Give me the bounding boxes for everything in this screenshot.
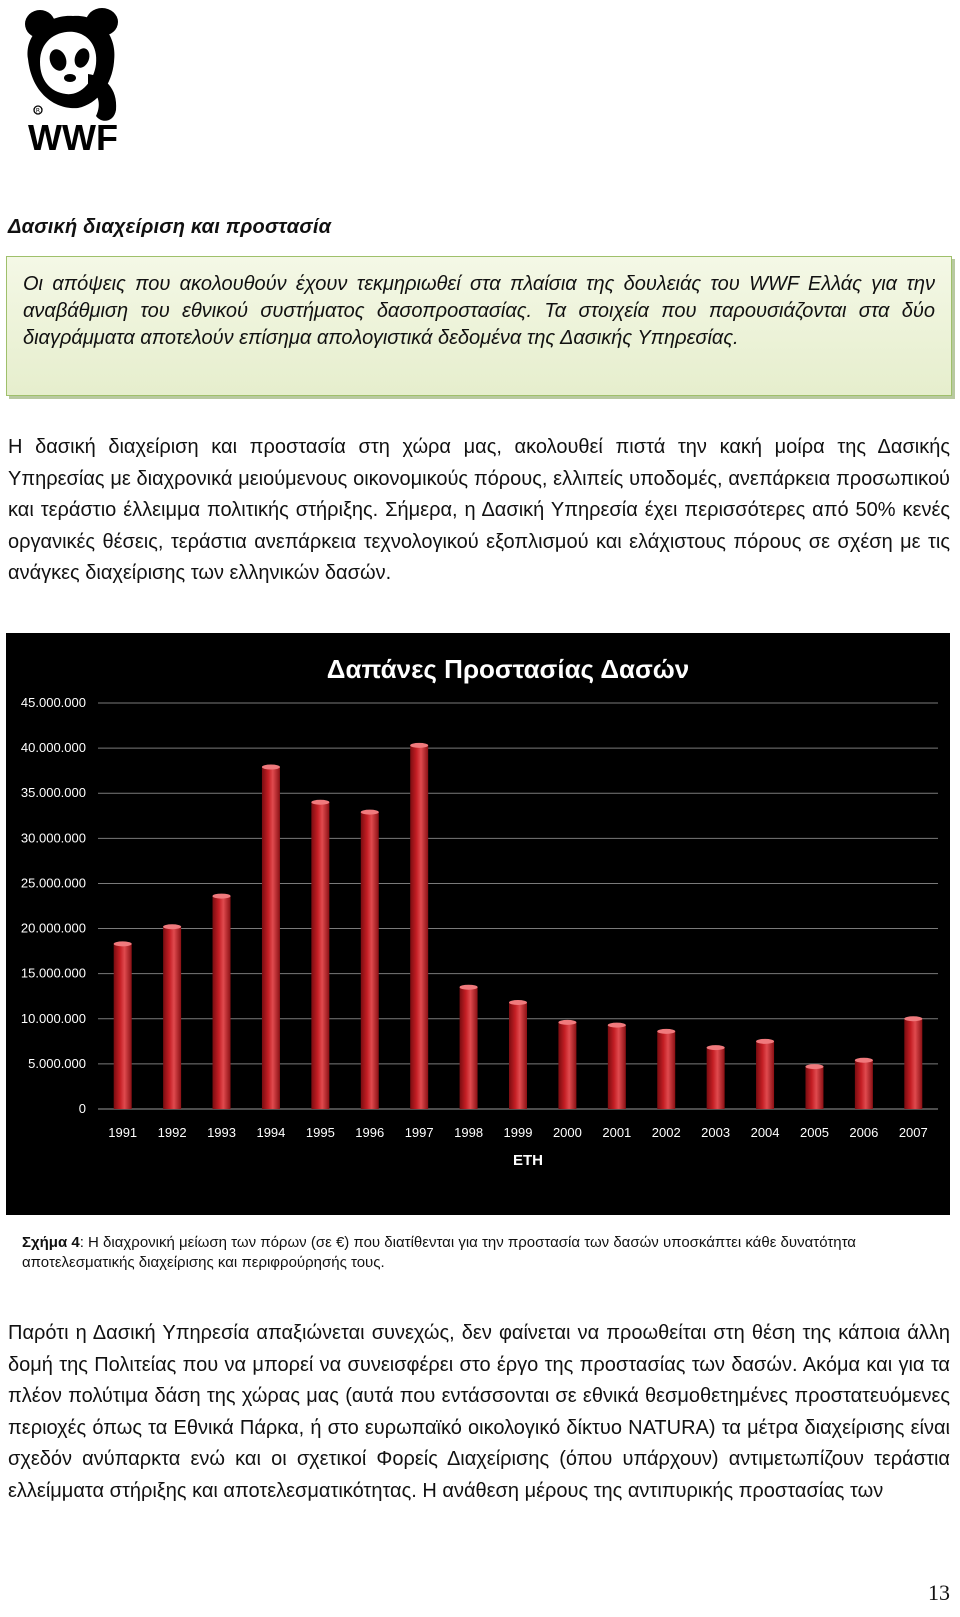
x-tick-label: 1996	[355, 1125, 385, 1140]
svg-text:R: R	[35, 107, 41, 115]
x-tick-label: 2007	[898, 1125, 928, 1140]
body-paragraph-1: Η δασική διαχείριση και προστασία στη χώρα μας, ακολουθεί πιστά την κακή μοίρα της Δασικής Υπηρεσίας με διαχρονικά μειούμενους οικονομικούς πόρους, ελλιπείς υποδομές, ανεπάρκεια προσωπικού και τεράστιο έλλειμμα πολιτικής στήριξης. Σήμερα, η Δασική Υπηρεσία έχει περισσότερες από 50% κενές οργανικές θέσεις, τεράστια ανεπάρκεια τεχνολογικού εξοπλισμού και ελάχιστους πόρους σε σχέση με τις ανάγκες διαχείρισης των ελληνικών δασών.	[8, 436, 950, 584]
bar-top	[608, 1023, 626, 1028]
x-tick-label: 2000	[552, 1125, 582, 1140]
bar	[805, 1067, 823, 1109]
intro-callout-box	[6, 256, 952, 396]
bar	[707, 1048, 725, 1109]
bar	[904, 1019, 922, 1109]
bar	[262, 767, 280, 1109]
x-tick-label: 2002	[651, 1125, 681, 1140]
bar	[855, 1060, 873, 1109]
x-tick-label: 1993	[207, 1125, 236, 1140]
x-tick-label: 2006	[849, 1125, 879, 1140]
bar	[509, 1003, 527, 1109]
x-tick-label: 2001	[602, 1125, 632, 1140]
callout-text: Οι απόψεις που ακολουθούν έχουν τεκμηριωθεί στα πλαίσια της δουλειάς του WWF Ελλάς για την αναβάθμιση του εθνικού συστήματος δασοπροστασίας. Τα στοιχεία που παρουσιάζονται στα δύο διαγράμματα αποτελούν επίσημα απολογιστικά δεδομένα της Δασικής Υπηρεσίας.	[23, 273, 935, 349]
bar-top	[114, 941, 132, 946]
y-tick-label: 35.000.000	[20, 785, 86, 801]
section-title: Δασική διαχείριση και προστασία	[8, 216, 332, 238]
body-paragraph-2: Παρότι η Δασική Υπηρεσία απαξιώνεται συνεχώς, δεν φαίνεται να προωθείται στη θέση της κάποια άλλη δομή της Πολιτείας που να μπορεί να συνεισφέρει στο έργο της προστασίας των δασών. Ακόμα και για τα πλέον πολύτιμα δάση της χώρας μας (αυτά που εντάσσονται σε εθνικά θεσμοθετημένες προστατευόμενες περιοχές όπως τα Εθνικά Πάρκα, ή στο ευρωπαϊκό οικολογικό δίκτυο NATURA) τα μέτρα διαχείρισης είναι σχεδόν ανύπαρκτα ενώ και οι σχετικοί Φορείς Διαχείρισης (όπου υπάρχουν) αντιμετωπίζουν τεράστια ελλείμματα στήριξης και αποτελεσματικότητας. Η ανάθεση μέρους της αντιπυρικής προστασίας των	[8, 1322, 950, 1502]
bar-top	[460, 985, 478, 990]
bar	[361, 812, 379, 1109]
y-tick-label: 15.000.000	[20, 965, 86, 981]
y-tick-label: 40.000.000	[20, 740, 86, 756]
x-axis-label: ΕΤΗ	[513, 1152, 543, 1169]
figure-caption	[22, 1233, 952, 1273]
bar	[114, 944, 132, 1109]
caption-text: : Η διαχρονική μείωση των πόρων (σε €) που διατίθενται για την προστασία των δασών υποσκάπτει κάθε δυνατότητα αποτελεσματικής διαχείρισης και περιφρούρησής τους.	[22, 1234, 856, 1271]
bar-top	[657, 1029, 675, 1034]
caption-label: Σχήμα 4	[22, 1234, 80, 1251]
bar-top	[707, 1045, 725, 1050]
bar	[410, 745, 428, 1109]
x-tick-label: 2003	[701, 1125, 731, 1140]
x-tick-label: 1999	[503, 1125, 533, 1140]
bar-top	[509, 1000, 527, 1005]
y-tick-label: 30.000.000	[20, 830, 86, 846]
bar-top	[756, 1039, 774, 1044]
forest-protection-expenses-chart	[6, 633, 950, 1215]
y-tick-label: 25.000.000	[20, 875, 86, 891]
page-number: 13	[928, 1580, 950, 1605]
bar-top	[904, 1016, 922, 1021]
bar	[311, 802, 329, 1109]
bar-top	[805, 1064, 823, 1069]
bar-top	[558, 1020, 576, 1025]
bar-top	[311, 800, 329, 805]
chart-title: Δαπάνες Προστασίας Δασών	[326, 654, 690, 684]
bar	[608, 1025, 626, 1109]
y-tick-label: 0	[78, 1101, 86, 1116]
bar-top	[361, 810, 379, 815]
panda-logo-icon	[18, 4, 128, 154]
x-tick-label: 2005	[800, 1125, 829, 1140]
bar	[756, 1041, 774, 1109]
y-tick-label: 20.000.000	[20, 920, 86, 936]
bar	[163, 927, 181, 1109]
bar-top	[855, 1058, 873, 1063]
y-tick-label: 5.000.000	[28, 1055, 86, 1071]
x-tick-label: 1997	[404, 1125, 434, 1140]
bar	[558, 1022, 576, 1109]
x-tick-label: 2004	[750, 1125, 780, 1140]
bar	[460, 987, 478, 1109]
x-tick-label: 1992	[157, 1125, 187, 1140]
bar	[213, 896, 231, 1109]
wwf-logo	[18, 4, 128, 154]
x-tick-label: 1998	[454, 1125, 484, 1140]
x-tick-label: 1995	[305, 1125, 335, 1140]
x-tick-label: 1994	[256, 1125, 286, 1140]
y-tick-label: 45.000.000	[20, 695, 86, 710]
y-tick-label: 10.000.000	[20, 1010, 86, 1026]
svg-text:WWF: WWF	[28, 117, 118, 154]
x-tick-label: 1991	[108, 1125, 138, 1140]
bar-top	[163, 924, 181, 929]
bar-top	[262, 765, 280, 770]
bar-top	[410, 743, 428, 748]
bar-chart-svg	[6, 633, 950, 1215]
bar-top	[213, 894, 231, 899]
bar	[657, 1031, 675, 1109]
